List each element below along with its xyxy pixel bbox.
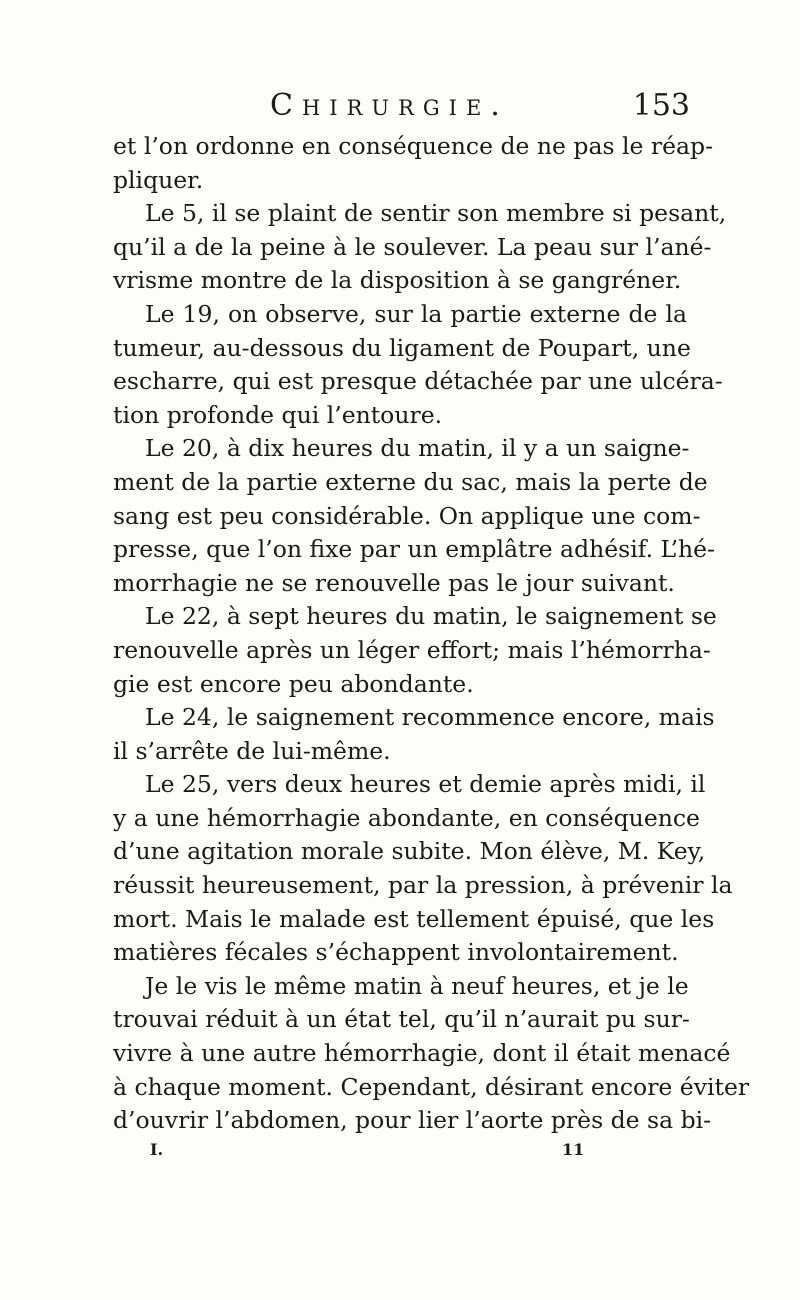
- text-line: escharre, qui est presque détachée par une ulcéra-: [113, 367, 723, 396]
- text-line: réussit heureusement, par la pression, à prévenir la: [113, 871, 733, 900]
- running-title: Chirurgie.: [270, 88, 509, 123]
- text-line: et l’on ordonne en conséquence de ne pas le réap-: [113, 132, 714, 160]
- text-line: y a une hémorrhagie abondante, en conséquence: [113, 803, 700, 832]
- text-line: Le 25, vers deux heures et demie après midi, il: [145, 770, 706, 799]
- text-line: Le 19, on observe, sur la partie externe de la: [145, 299, 687, 328]
- text-line: Le 5, il se plaint de sentir son membre si pesant,: [145, 199, 727, 228]
- text-line: morrhagie ne se renouvelle pas le jour suivant.: [113, 568, 675, 597]
- text-line: renouvelle après un léger effort; mais l’hémorrha-: [113, 635, 711, 664]
- signature-mark-left: I.: [150, 1140, 164, 1159]
- running-head: [270, 88, 690, 128]
- text-line: gie est encore peu abondante.: [113, 669, 474, 698]
- text-line: à chaque moment. Cependant, désirant encore éviter: [113, 1072, 750, 1101]
- text-line: matières fécales s’échappent involontairement.: [113, 938, 679, 967]
- page-footer: [150, 1140, 590, 1170]
- text-line: sang est peu considérable. On applique une com-: [113, 501, 701, 530]
- text-line: pliquer.: [113, 165, 204, 194]
- text-line: Le 22, à sept heures du matin, le saignement se: [145, 602, 717, 631]
- text-line: il s’arrête de lui-même.: [113, 736, 391, 765]
- text-line: Le 24, le saignement recommence encore, mais: [145, 703, 715, 732]
- text-line: tion profonde qui l’entoure.: [113, 400, 443, 429]
- text-line: d’une agitation morale subite. Mon élève, M. Key,: [113, 837, 706, 866]
- text-line: vivre à une autre hémorrhagie, dont il était menacé: [113, 1039, 731, 1068]
- text-line: d’ouvrir l’abdomen, pour lier l’aorte près de sa bi-: [113, 1106, 712, 1135]
- text-line: trouvai réduit à un état tel, qu’il n’aurait pu sur-: [113, 1005, 690, 1034]
- text-line: qu’il a de la peine à le soulever. La peau sur l’ané-: [113, 232, 712, 261]
- text-line: Le 20, à dix heures du matin, il y a un saigne-: [145, 434, 690, 463]
- text-line: Je le vis le même matin à neuf heures, et je le: [145, 971, 689, 1000]
- body-text: [113, 130, 750, 1138]
- signature-mark-right: 11: [562, 1140, 585, 1159]
- page-number: 153: [632, 88, 690, 123]
- text-line: mort. Mais le malade est tellement épuisé, que les: [113, 904, 715, 933]
- text-line: tumeur, au-dessous du ligament de Poupart, une: [113, 333, 691, 362]
- text-line: ment de la partie externe du sac, mais la perte de: [113, 467, 708, 496]
- text-line: presse, que l’on fixe par un emplâtre adhésif. L’hé-: [113, 535, 715, 564]
- text-line: vrisme montre de la disposition à se gangréner.: [113, 266, 682, 295]
